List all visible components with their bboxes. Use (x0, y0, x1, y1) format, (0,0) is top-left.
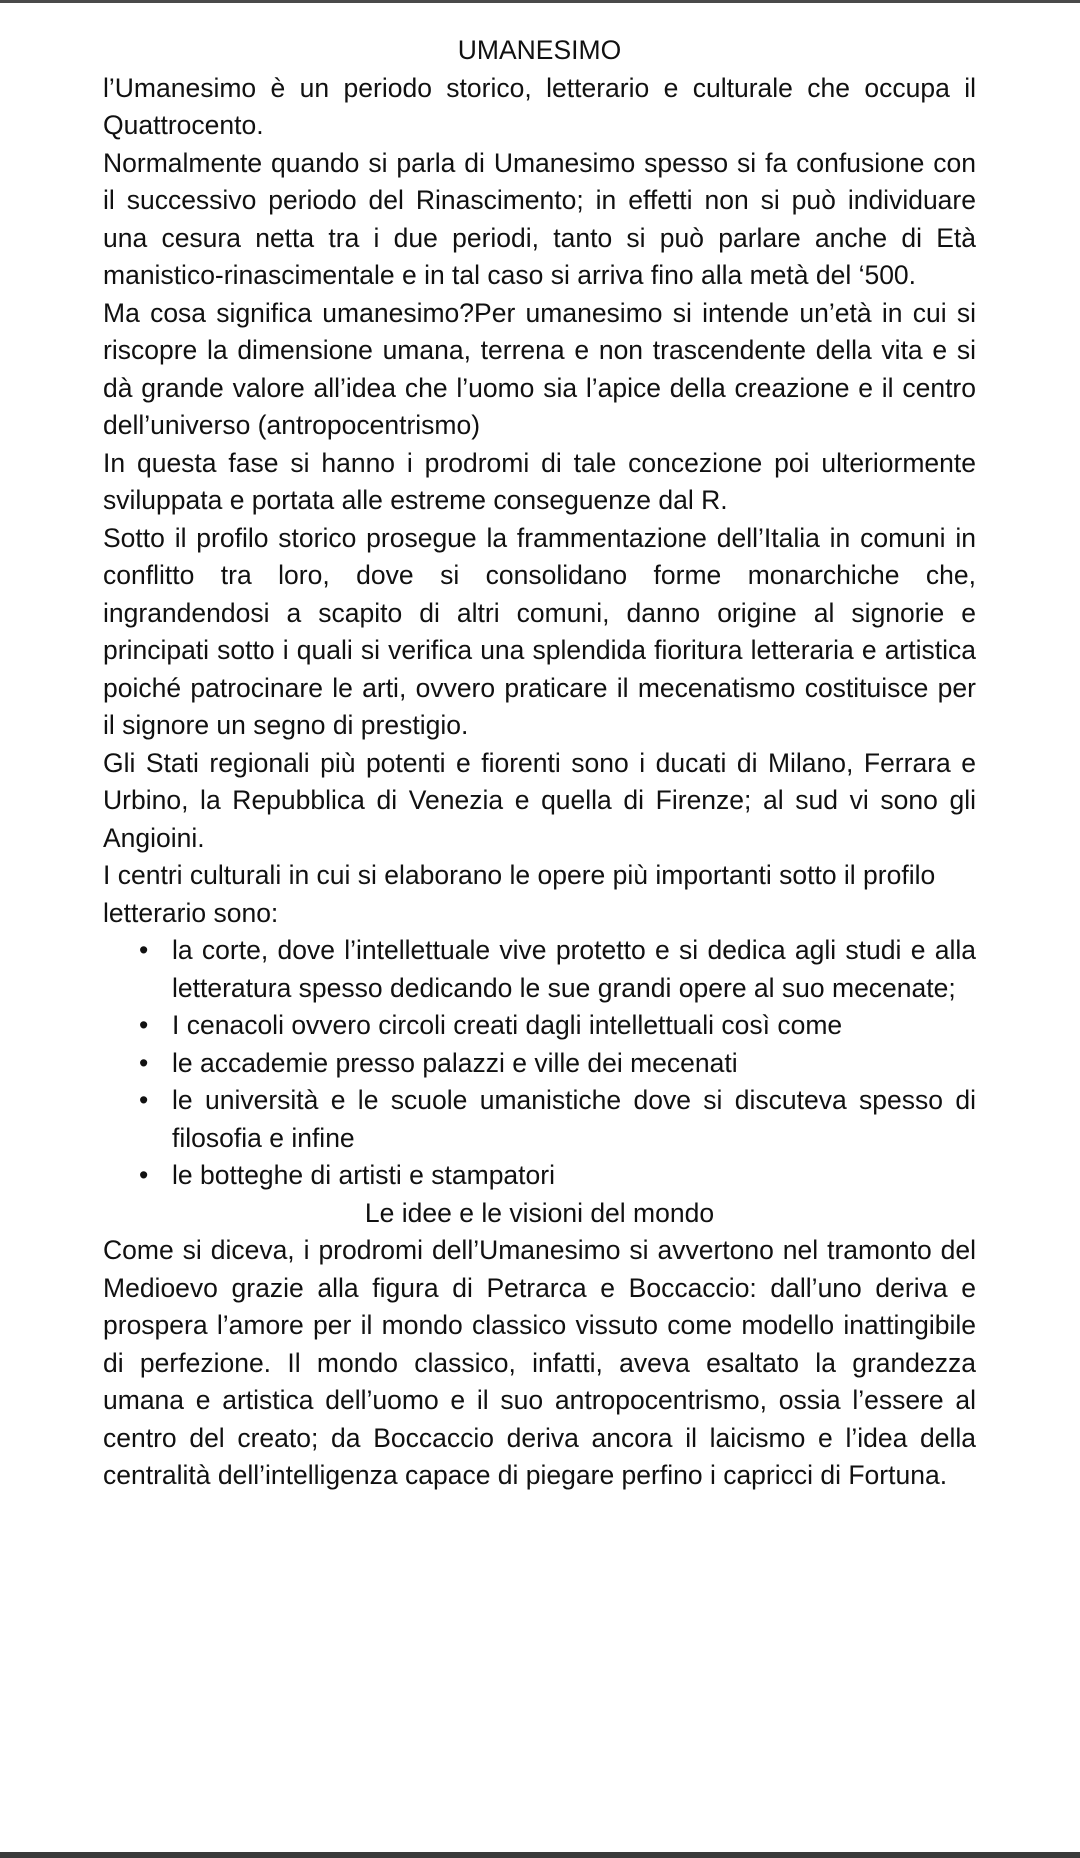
bullet-icon: • (139, 1047, 149, 1078)
list-item (103, 1007, 976, 1045)
list-item-text: la corte, dove l’intellettuale vive protetto e si dedica agli studi e alla letteratura spesso dedicando le sue grandi opere al suo mecenate; (172, 935, 976, 1003)
top-edge-rule (0, 0, 1080, 3)
bottom-edge-rule (0, 1852, 1080, 1858)
paragraph-idee-visioni: Come si diceva, i prodromi dell’Umanesimo si avvertono nel tramonto del Medioevo grazie alla figura di Petrarca e Boccaccio: dall’uno deriva e prospera l’amore per il mondo classico vissuto come modello inattingibile di perfezione. Il mondo classico, infatti, aveva esaltato la grandezza umana e artistica dell’uomo e il suo antropocentrismo, ossia l’essere al centro del creato; da Boccaccio deriva ancora il laicismo e l’idea della centralità dell’intelligenza capace di piegare perfino i capricci di Fortuna. (103, 1235, 976, 1490)
paragraph-profilo-storico: Sotto il profilo storico prosegue la frammentazione dell’Italia in comuni in conflitto tra loro, dove si consolidano forme monarchiche che, ingrandendosi a scapito di altri comuni, danno origine al signorie e principati sotto i quali si verifica una splendida fioritura letteraria e artistica poiché patrocinare le arti, ovvero praticare il mecenatismo costituisce per il signore un segno di prestigio. (103, 522, 976, 740)
list-item (103, 1082, 976, 1157)
document-title: UMANESIMO (457, 35, 622, 65)
paragraph-definition: l’Umanesimo è un periodo storico, letterario e culturale che occupa il Quattrocento. (103, 72, 976, 140)
bullet-icon: • (139, 935, 149, 965)
document-page (103, 32, 976, 1495)
cultural-centers-list (103, 932, 976, 1195)
list-item (103, 1157, 976, 1195)
bullet-icon: • (139, 1085, 149, 1115)
list-item-text: le botteghe di artisti e stampatori (172, 1160, 555, 1190)
list-item-text: le università e le scuole umanistiche dove si discuteva spesso di filosofia e infine (172, 1085, 976, 1153)
paragraph-centri-culturali: I centri culturali in cui si elaborano le opere più importanti sotto il profilo letterario sono: (103, 860, 936, 928)
paragraph-stati-regionali: Gli Stati regionali più potenti e fiorenti sono i ducati di Milano, Ferrara e Urbino, la Repubblica di Venezia e quella di Firenze; al sud vi sono gli Angioini. (103, 747, 976, 853)
paragraph-rinascimento: Normalmente quando si parla di Umanesimo spesso si fa confusione con il successivo periodo del Rinascimento; in effetti non si può individuare una cesura netta tra i due periodi, tanto si può parlare anche di Età manistico-rinascimentale e in tal caso si arriva fino alla metà del ‘500. (103, 147, 976, 290)
list-item (103, 1045, 976, 1083)
list-item-text: le accademie presso palazzi e ville dei mecenati (172, 1047, 738, 1078)
bullet-icon: • (139, 1010, 149, 1040)
list-item-text: I cenacoli ovvero circoli creati dagli intellettuali così come (172, 1010, 843, 1040)
section-heading: Le idee e le visioni del mondo (364, 1197, 715, 1228)
bullet-icon: • (139, 1160, 149, 1190)
list-item (103, 932, 976, 1007)
paragraph-significato: Ma cosa significa umanesimo?Per umanesimo si intende un’età in cui si riscopre la dimensione umana, terrena e non trascendente della vita e si dà grande valore all’idea che l’uomo sia l’apice della creazione e il centro dell’universo (antropocentrismo) (103, 297, 976, 440)
paragraph-prodromi: In questa fase si hanno i prodromi di tale concezione poi ulteriormente sviluppata e portata alle estreme conseguenze dal R. (103, 447, 976, 515)
